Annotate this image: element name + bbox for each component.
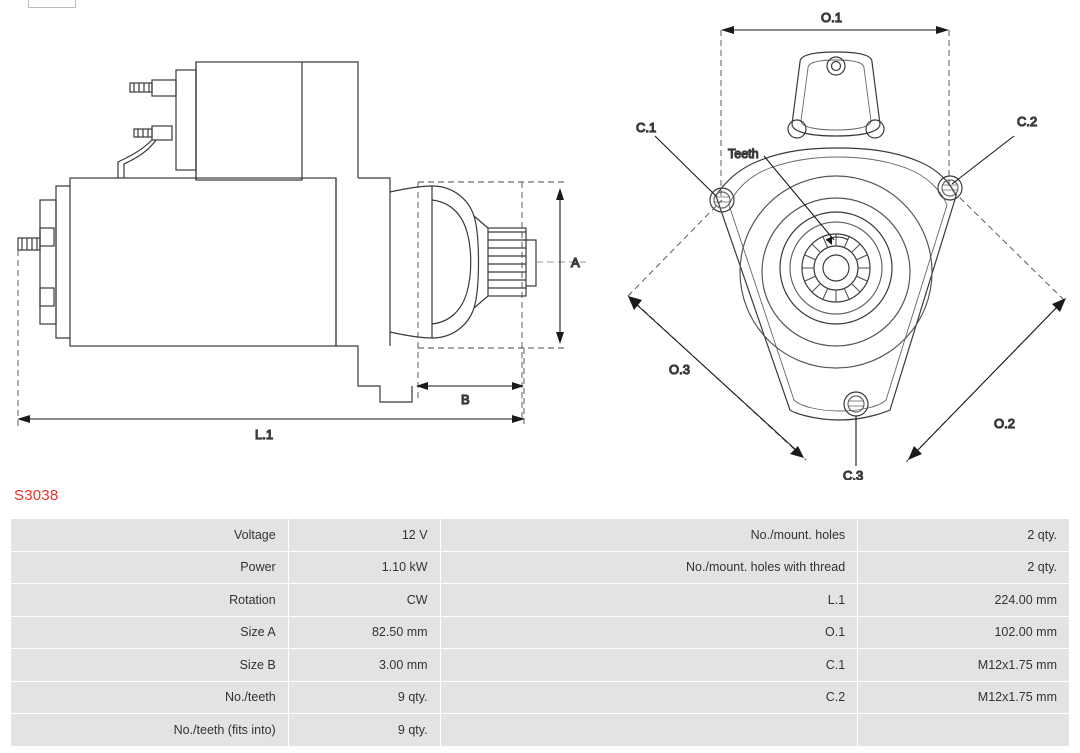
spec-label: L.1 bbox=[440, 584, 858, 617]
spec-value: M12x1.75 mm bbox=[858, 681, 1070, 714]
spec-value: 2 qty. bbox=[858, 519, 1070, 552]
table-row bbox=[11, 519, 1070, 552]
spec-label: No./mount. holes bbox=[440, 519, 858, 552]
dimension-o1 bbox=[721, 26, 949, 34]
spec-label: C.2 bbox=[440, 681, 858, 714]
label-c3: C.3 bbox=[843, 468, 864, 480]
label-o3: O.3 bbox=[669, 362, 690, 377]
table-row bbox=[11, 616, 1070, 649]
front-view-flange bbox=[710, 52, 962, 420]
label-c1: C.1 bbox=[636, 120, 657, 135]
dimension-o3 bbox=[628, 296, 804, 458]
label-length-l1: L.1 bbox=[255, 427, 274, 442]
spec-label: Voltage bbox=[11, 519, 289, 552]
spec-label: No./mount. holes with thread bbox=[440, 551, 858, 584]
spec-value: 9 qty. bbox=[288, 681, 440, 714]
spec-value: CW bbox=[288, 584, 440, 617]
dimension-guides bbox=[18, 182, 566, 428]
spec-value: 224.00 mm bbox=[858, 584, 1070, 617]
spec-label: C.1 bbox=[440, 649, 858, 682]
table-row bbox=[11, 649, 1070, 682]
spec-label: Size A bbox=[11, 616, 289, 649]
spec-label: Size B bbox=[11, 649, 289, 682]
table-row bbox=[11, 584, 1070, 617]
label-size-b: B bbox=[461, 392, 470, 407]
spec-label: Power bbox=[11, 551, 289, 584]
leader-lines bbox=[655, 136, 1014, 466]
dimension-a bbox=[556, 188, 564, 344]
part-code: S3038 bbox=[14, 487, 59, 504]
table-row bbox=[11, 681, 1070, 714]
specifications-table bbox=[10, 518, 1070, 747]
dimension-b bbox=[416, 382, 524, 390]
spec-value: 102.00 mm bbox=[858, 616, 1070, 649]
label-o2: O.2 bbox=[994, 416, 1015, 431]
spec-value: 12 V bbox=[288, 519, 440, 552]
label-o1: O.1 bbox=[821, 10, 842, 25]
spec-label: No./teeth bbox=[11, 681, 289, 714]
spec-label: No./teeth (fits into) bbox=[11, 714, 289, 747]
spec-label: Rotation bbox=[11, 584, 289, 617]
side-view-starter bbox=[18, 62, 586, 402]
table-row bbox=[11, 551, 1070, 584]
spec-value: 9 qty. bbox=[288, 714, 440, 747]
spec-label: O.1 bbox=[440, 616, 858, 649]
spec-value-empty bbox=[858, 714, 1070, 747]
dimension-l1 bbox=[17, 415, 525, 423]
spec-value: 3.00 mm bbox=[288, 649, 440, 682]
spec-value: 82.50 mm bbox=[288, 616, 440, 649]
spec-value: 1.10 kW bbox=[288, 551, 440, 584]
table-row bbox=[11, 714, 1070, 747]
label-teeth: Teeth bbox=[728, 147, 759, 161]
spec-label-empty bbox=[440, 714, 858, 747]
dimension-o2 bbox=[908, 298, 1066, 460]
spec-value: 2 qty. bbox=[858, 551, 1070, 584]
label-c2: C.2 bbox=[1017, 114, 1038, 129]
label-size-a: A bbox=[571, 255, 580, 270]
spec-value: M12x1.75 mm bbox=[858, 649, 1070, 682]
